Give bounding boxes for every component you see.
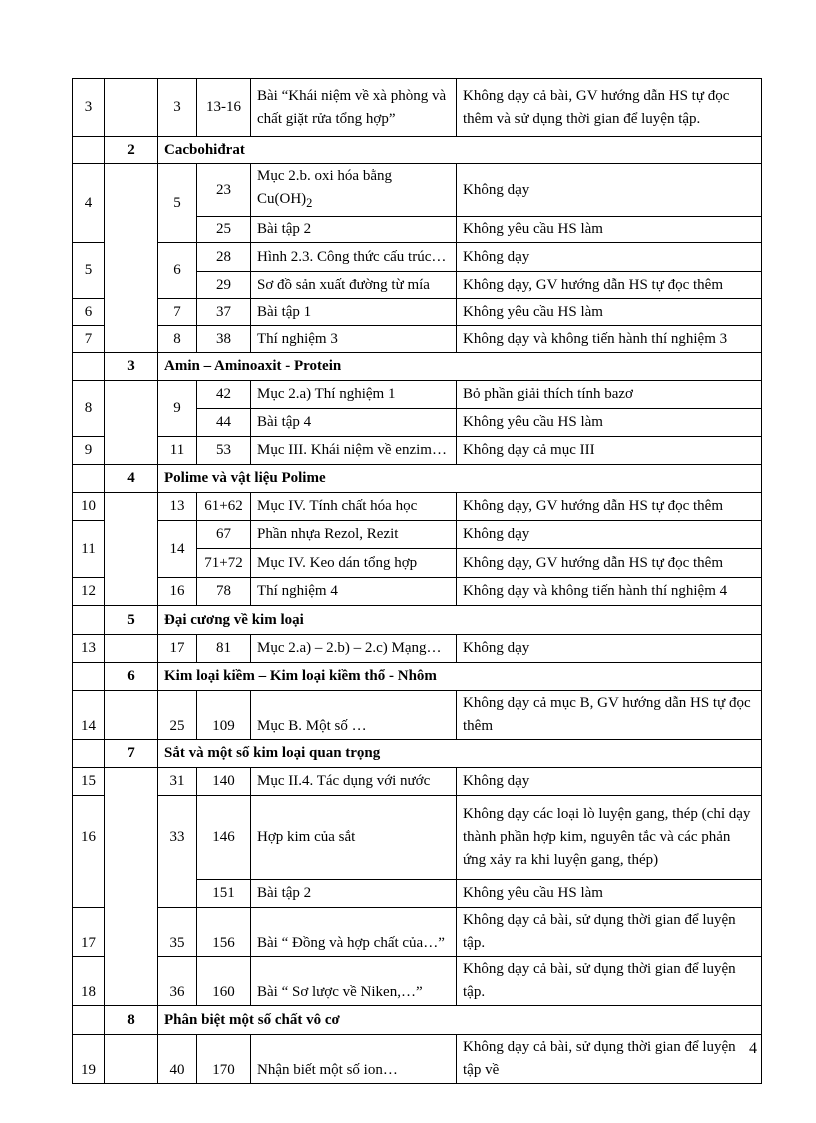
lesson-cell: 8 [158,326,197,353]
chapter-row [73,1006,762,1035]
guidance-cell: Không dạy [457,243,762,272]
page-cell: 37 [197,299,251,326]
content-cell: Nhận biết một số ion… [251,1035,457,1084]
content-cell: Bài tập 1 [251,299,457,326]
page-cell: 29 [197,272,251,299]
chapter-cell [105,635,158,663]
stt-cell: 5 [73,243,105,299]
guidance-cell: Không dạy và không tiến hành thí nghiệm 3 [457,326,762,353]
stt-cell: 15 [73,768,105,796]
guidance-cell: Không dạy và không tiến hành thí nghiệm 4 [457,578,762,606]
guidance-cell: Không dạy các loại lò luyện gang, thép (chỉ dạy thành phần hợp kim, nguyên tắc và các phản ứng xảy ra khi luyện gang, thép) [457,796,762,880]
lesson-cell: 40 [158,1035,197,1084]
content-cell: Phần nhựa Rezol, Rezit [251,521,457,549]
page-cell: 160 [197,957,251,1006]
page-cell: 140 [197,768,251,796]
content-cell: Hình 2.3. Công thức cấu trúc… [251,243,457,272]
stt-cell [73,1006,105,1035]
content-cell: Bài tập 2 [251,217,457,243]
table-row [73,243,762,272]
guidance-cell: Không yêu cầu HS làm [457,217,762,243]
page-cell: 25 [197,217,251,243]
page-cell: 13-16 [197,79,251,137]
content-cell: Mục IV. Keo dán tổng hợp [251,549,457,578]
lesson-cell: 35 [158,908,197,957]
chapter-number: 3 [105,353,158,381]
chapter-cell [105,1035,158,1084]
content-cell: Bài tập 2 [251,880,457,908]
lesson-cell: 16 [158,578,197,606]
table-row [73,521,762,549]
chapter-cell [105,79,158,137]
stt-cell [73,663,105,691]
lesson-cell: 9 [158,381,197,437]
table-row [73,768,762,796]
stt-cell: 18 [73,957,105,1006]
content-subscript: 2 [306,196,313,210]
table-row [73,493,762,521]
table-row [73,79,762,137]
stt-cell: 19 [73,1035,105,1084]
page-cell: 81 [197,635,251,663]
chapter-title: Cacbohiđrat [158,137,762,164]
lesson-cell: 6 [158,243,197,299]
guidance-cell: Không dạy cả bài, sử dụng thời gian để luyện tập. [457,957,762,1006]
guidance-cell: Không dạy cả bài, sử dụng thời gian để luyện tập về [457,1035,762,1084]
chapter-cell [105,381,158,465]
content-cell: Bài “ Đồng và hợp chất của…” [251,908,457,957]
guidance-cell: Không dạy, GV hướng dẫn HS tự đọc thêm [457,493,762,521]
page-number: 4 [749,1040,757,1057]
lesson-cell: 5 [158,164,197,243]
chapter-row [73,465,762,493]
content-cell: Mục 2.a) Thí nghiệm 1 [251,381,457,409]
page-cell: 109 [197,691,251,740]
chapter-title: Amin – Aminoaxit - Protein [158,353,762,381]
stt-cell: 8 [73,381,105,437]
table-row [73,164,762,217]
lesson-cell: 33 [158,796,197,908]
stt-cell: 10 [73,493,105,521]
page-cell: 156 [197,908,251,957]
stt-cell [73,465,105,493]
guidance-cell: Không dạy, GV hướng dẫn HS tự đọc thêm [457,549,762,578]
lesson-cell: 11 [158,437,197,465]
guidance-cell: Không dạy [457,635,762,663]
page-cell: 23 [197,164,251,217]
table-row [73,796,762,880]
stt-cell: 7 [73,326,105,353]
lesson-cell: 3 [158,79,197,137]
guidance-cell: Không dạy, GV hướng dẫn HS tự đọc thêm [457,272,762,299]
page-cell: 38 [197,326,251,353]
content-cell: Bài tập 4 [251,409,457,437]
lesson-cell: 14 [158,521,197,578]
guidance-cell: Không yêu cầu HS làm [457,409,762,437]
chapter-cell [105,691,158,740]
chapter-title: Polime và vật liệu Polime [158,465,762,493]
table-row [73,908,762,957]
content-cell: Mục III. Khái niệm về enzim… [251,437,457,465]
content-cell: Thí nghiệm 4 [251,578,457,606]
page-cell: 146 [197,796,251,880]
content-cell: Thí nghiệm 3 [251,326,457,353]
guidance-cell: Không dạy [457,768,762,796]
stt-cell: 14 [73,691,105,740]
table-row [73,381,762,409]
page-cell: 170 [197,1035,251,1084]
lesson-cell: 17 [158,635,197,663]
guidance-cell: Không yêu cầu HS làm [457,299,762,326]
lesson-cell: 13 [158,493,197,521]
chapter-number: 6 [105,663,158,691]
table-row [73,957,762,1006]
stt-cell: 3 [73,79,105,137]
table-row [73,578,762,606]
stt-cell: 17 [73,908,105,957]
content-table [72,78,762,1084]
chapter-number: 7 [105,740,158,768]
stt-cell: 11 [73,521,105,578]
chapter-row [73,137,762,164]
page-cell: 61+62 [197,493,251,521]
chapter-row [73,663,762,691]
chapter-number: 5 [105,606,158,635]
chapter-number: 4 [105,465,158,493]
guidance-cell: Không dạy cả bài, GV hướng dẫn HS tự đọc thêm và sử dụng thời gian để luyện tập. [457,79,762,137]
guidance-cell: Không dạy [457,164,762,217]
lesson-cell: 31 [158,768,197,796]
stt-cell [73,740,105,768]
stt-cell: 13 [73,635,105,663]
content-cell: Bài “Khái niệm về xà phòng và chất giặt rửa tổng hợp” [251,79,457,137]
chapter-title: Sắt và một số kim loại quan trọng [158,740,762,768]
stt-cell [73,353,105,381]
content-text: Mục 2.b. oxi hóa bằng Cu(OH) [257,168,392,207]
chapter-title: Đại cương về kim loại [158,606,762,635]
page-cell: 28 [197,243,251,272]
content-cell: Hợp kim của sắt [251,796,457,880]
content-cell [251,164,457,217]
page-cell: 44 [197,409,251,437]
guidance-cell: Không yêu cầu HS làm [457,880,762,908]
guidance-cell: Không dạy [457,521,762,549]
table-row [73,1035,762,1084]
page-cell: 53 [197,437,251,465]
table-row [73,437,762,465]
chapter-row [73,740,762,768]
lesson-cell: 25 [158,691,197,740]
guidance-cell: Bỏ phần giải thích tính bazơ [457,381,762,409]
chapter-cell [105,768,158,1006]
page-cell: 78 [197,578,251,606]
table-row [73,299,762,326]
chapter-row [73,353,762,381]
content-cell: Mục 2.a) – 2.b) – 2.c) Mạng… [251,635,457,663]
content-cell: Mục II.4. Tác dụng với nước [251,768,457,796]
content-cell: Sơ đồ sản xuất đường từ mía [251,272,457,299]
lesson-cell: 7 [158,299,197,326]
page-cell: 71+72 [197,549,251,578]
stt-cell: 9 [73,437,105,465]
chapter-cell [105,493,158,606]
guidance-cell: Không dạy cả mục III [457,437,762,465]
table-row [73,635,762,663]
guidance-cell: Không dạy cả bài, sử dụng thời gian để luyện tập. [457,908,762,957]
chapter-title: Phân biệt một số chất vô cơ [158,1006,762,1035]
guidance-cell: Không dạy cả mục B, GV hướng dẫn HS tự đọc thêm [457,691,762,740]
chapter-cell [105,164,158,353]
chapter-row [73,606,762,635]
stt-cell: 6 [73,299,105,326]
content-cell: Mục B. Một số … [251,691,457,740]
stt-cell [73,137,105,164]
chapter-number: 8 [105,1006,158,1035]
chapter-title: Kim loại kiềm – Kim loại kiềm thổ - Nhôm [158,663,762,691]
stt-cell: 12 [73,578,105,606]
stt-cell: 16 [73,796,105,908]
chapter-number: 2 [105,137,158,164]
content-cell: Bài “ Sơ lược về Niken,…” [251,957,457,1006]
table-row [73,691,762,740]
page-cell: 42 [197,381,251,409]
page-cell: 151 [197,880,251,908]
lesson-cell: 36 [158,957,197,1006]
stt-cell [73,606,105,635]
content-cell: Mục IV. Tính chất hóa học [251,493,457,521]
page-cell: 67 [197,521,251,549]
stt-cell: 4 [73,164,105,243]
table-row [73,326,762,353]
